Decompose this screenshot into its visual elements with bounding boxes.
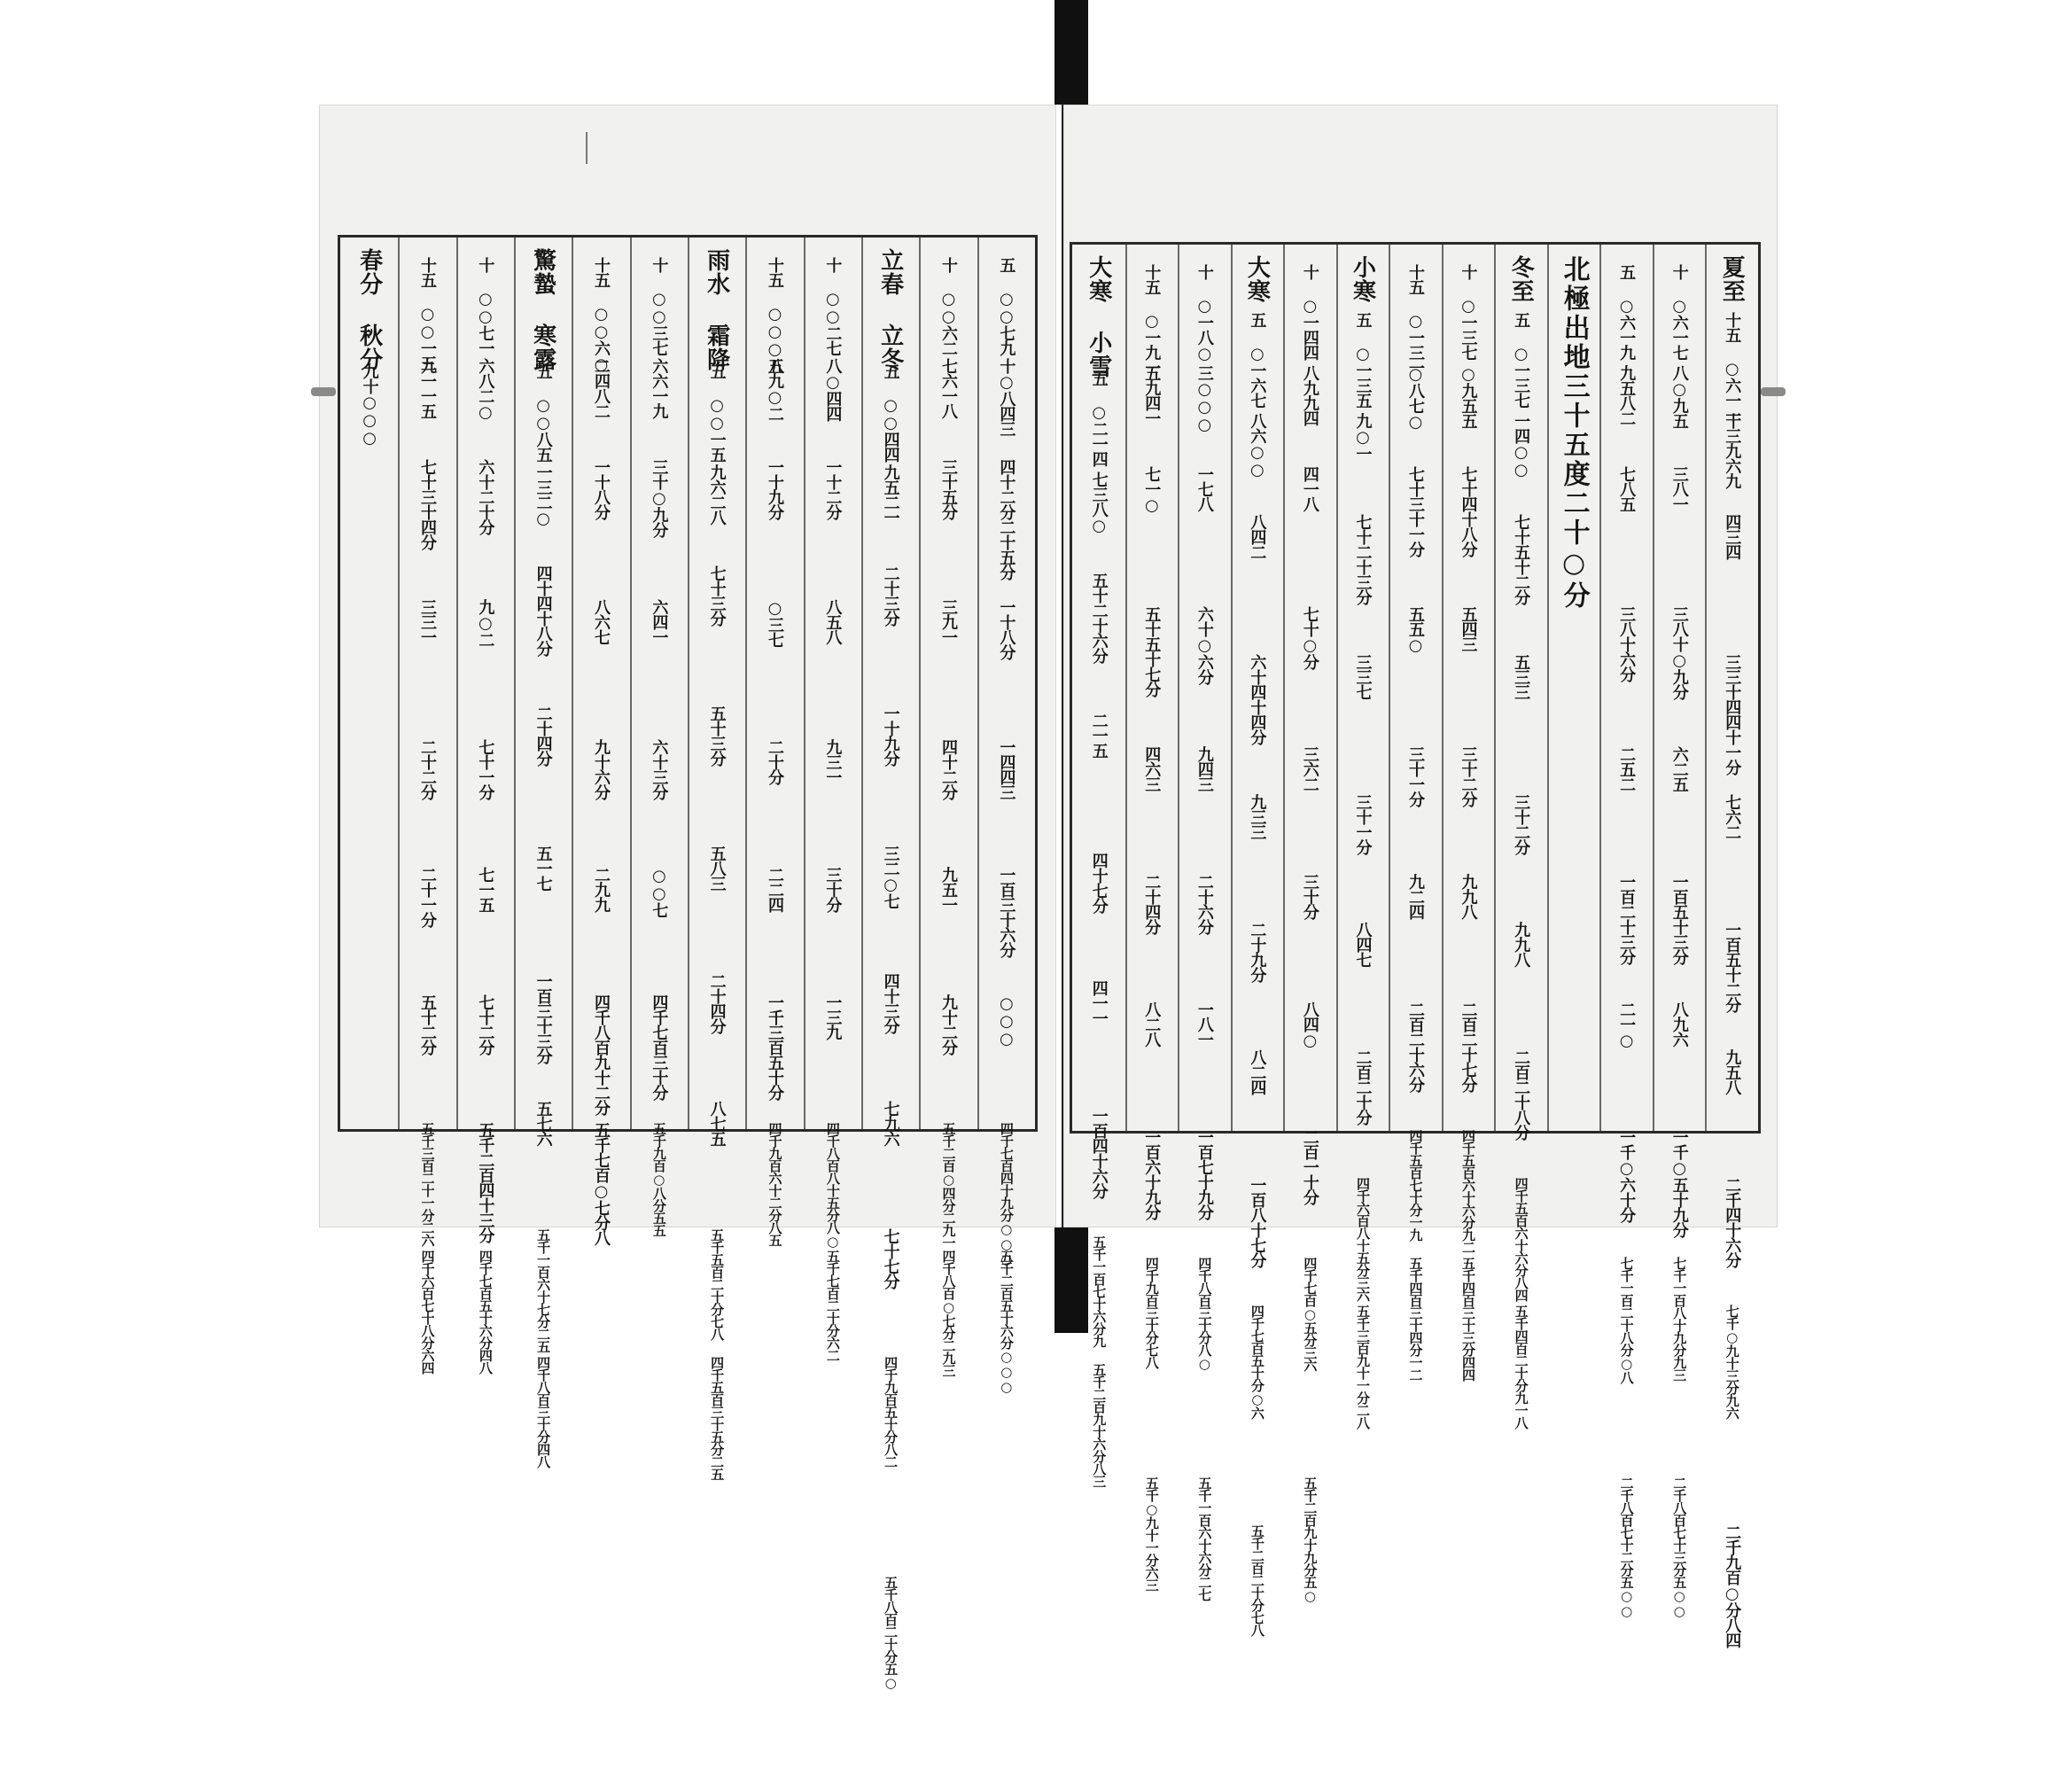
table-cell: 一百五十三分	[1669, 874, 1689, 964]
table-column	[1283, 255, 1336, 1603]
table-column	[1705, 255, 1758, 1648]
table-cell: 三六二	[1300, 746, 1319, 791]
table-column	[1231, 255, 1284, 1636]
table-cell: 五八三	[707, 845, 727, 891]
table-cell: 五 ○六一九	[1617, 264, 1637, 360]
solar-term-label: 小寒	[1349, 255, 1376, 303]
table-cell: 五十二分	[417, 994, 437, 1055]
table-cell: 二千四十六分	[1723, 1177, 1742, 1267]
table-cell: 二十二分	[417, 739, 437, 799]
table-cell: 八四二	[1248, 514, 1267, 559]
binding-bottom	[1054, 1227, 1088, 1333]
table-column	[572, 248, 629, 1245]
table-cell: 四千六百七十八分六四	[419, 1250, 436, 1374]
table-cell: 五千三百九十一分二八	[1354, 1305, 1371, 1429]
table-cell: 五千七百二十分六二	[824, 1250, 841, 1361]
table-cell: 四千五百六十六分九二	[1460, 1129, 1477, 1253]
table-column	[630, 248, 688, 1236]
table-cell: 三十一分	[1405, 746, 1425, 806]
binding-top	[1054, 0, 1088, 105]
table-cell: 五千四百三十三分四四	[1460, 1257, 1477, 1381]
table-cell: 四十四十八分	[533, 565, 553, 656]
table-cell: 八九○二	[765, 358, 784, 421]
table-cell: 二十分	[765, 739, 784, 784]
table-cell: 四十二分	[938, 739, 958, 799]
latitude-title: 北極出地三十五度二十○分	[1558, 255, 1590, 611]
table-cell: 五一七	[533, 845, 553, 891]
table-cell: 九十○○○	[360, 363, 379, 447]
table-cell: 七十五十二分	[1512, 514, 1531, 604]
table-cell: 一百三十三分	[533, 973, 553, 1064]
table-cell: 十 ○六一七	[1669, 264, 1689, 360]
table-column	[1494, 255, 1547, 1429]
table-cell: 七十七分	[881, 1228, 900, 1289]
table-cell: 四千七百三十分	[650, 994, 669, 1100]
table-cell: 五千二百○四分二九一	[940, 1122, 957, 1249]
table-cell: 五千四百三十四分一二	[1407, 1257, 1424, 1381]
table-cell: 七六一八	[938, 358, 958, 418]
table-cell: ○八七○	[1405, 365, 1425, 431]
table-cell: 一百五十二分	[1723, 922, 1742, 1012]
table-cell: 一十九分	[765, 459, 784, 519]
table-cell: 八六○○	[1248, 413, 1267, 479]
table-cell: 十五 ○一三一	[1405, 264, 1425, 375]
table-cell: 四十七分	[1089, 853, 1109, 913]
table-cell: 三八一	[1669, 466, 1689, 511]
table-cell: 七九六	[881, 1101, 900, 1146]
table-cell: 四三四	[1723, 514, 1742, 559]
table-cell: 二百一十分	[1300, 1129, 1319, 1204]
solar-term-label: 春分 秋分	[355, 248, 383, 371]
table-cell: 五 ○○一五	[707, 363, 727, 462]
table-cell: 五 ○○八五	[533, 363, 553, 462]
table-cell: 三二○七	[881, 845, 900, 908]
table-cell: 一三九	[823, 994, 843, 1040]
table-cell: 一百三十六分	[997, 867, 1016, 957]
table-cell: 一十九分	[881, 705, 900, 766]
table-cell: 七千○九十三分九六	[1724, 1305, 1740, 1419]
table-column	[1599, 255, 1653, 1618]
table-cell: 九三三	[1248, 794, 1267, 839]
table-cell: 四千五百七十分一九	[1407, 1129, 1424, 1241]
table-cell: 九十二分	[938, 994, 958, 1055]
table-cell: 九○一	[1353, 413, 1373, 461]
table-cell: 五千二百五十六分○○○	[998, 1250, 1015, 1394]
table-cell: 五千八百二十分五○	[883, 1576, 899, 1690]
table-cell: 四千六百八十五分三六	[1354, 1177, 1371, 1301]
table-cell: 一千三百五十分	[765, 994, 784, 1100]
latitude-title-column	[1547, 255, 1600, 1122]
table-cell: 五千一百六十六分二七	[1196, 1476, 1213, 1601]
table-cell: 四一一	[1089, 980, 1109, 1025]
table-cell: 五 ○一六七	[1248, 312, 1267, 408]
table-cell: 一百二十三分	[1617, 874, 1637, 964]
table-cell: 九十六分	[591, 739, 611, 799]
table-cell: 三十五分	[938, 459, 958, 519]
table-cell: 十五 ○六一一	[1723, 312, 1742, 423]
table-cell: 七十三十一分	[1405, 466, 1425, 557]
table-cell: 七十三十四分	[417, 459, 437, 549]
right-table-frame	[1070, 242, 1761, 1648]
table-cell: 四千八百○七分二九三	[940, 1250, 957, 1376]
solar-term-label: 夏至	[1718, 255, 1746, 303]
table-cell: 五千四百二十分九一八	[1513, 1305, 1529, 1429]
table-cell: 六十三分	[650, 739, 669, 799]
table-cell: 五 ○一三五	[1353, 312, 1373, 408]
table-cell: 三十分	[1300, 874, 1319, 919]
table-cell: 一十二分	[823, 459, 843, 519]
table-cell: 八五八	[823, 599, 843, 644]
table-cell: 一七八	[1195, 466, 1214, 511]
table-column	[688, 248, 745, 1480]
table-cell: 四千八百九十二分	[591, 994, 611, 1115]
table-column	[340, 248, 398, 1120]
table-cell: 五千一百七十六分九	[1091, 1235, 1108, 1347]
table-cell: 八二四	[1248, 1049, 1267, 1095]
table-cell: 二百二十七分	[1459, 1001, 1478, 1092]
table-cell: 七十四十八分	[1459, 466, 1478, 557]
table-cell: 六四一	[650, 599, 669, 644]
table-cell: 七十三分	[707, 565, 727, 626]
table-cell: 一十八分	[997, 599, 1016, 659]
table-cell: 二十一分	[417, 867, 437, 927]
table-cell: 一百八十七分	[1248, 1177, 1267, 1267]
table-column	[1389, 255, 1442, 1381]
table-cell: 五千○九十一分六三	[1143, 1476, 1160, 1591]
table-cell: 九三一	[823, 739, 843, 784]
table-cell: 七十一分	[476, 739, 495, 799]
table-cell: 一八一	[1195, 1001, 1214, 1047]
table-cell: 十三九六九	[1723, 413, 1742, 488]
table-cell: 十 ○一八○	[1195, 264, 1214, 362]
table-cell: 八四七	[1353, 922, 1373, 967]
table-cell: 五十五十七分	[1142, 606, 1162, 697]
table-cell: 十 ○○六二	[938, 257, 958, 355]
table-cell: 八七五	[707, 1101, 727, 1146]
table-cell: 二十三分	[881, 565, 900, 626]
table-cell: 四一八	[1300, 466, 1319, 511]
table-cell: 五千一百六十七分二五	[535, 1228, 552, 1352]
table-cell: 四十二分二十五分	[997, 459, 1016, 580]
table-cell: 二千九百○分八四	[1723, 1524, 1742, 1648]
table-cell: 三三一	[417, 599, 437, 644]
table-cell: 五三三	[1512, 654, 1531, 699]
table-column	[804, 248, 861, 1361]
table-cell: 十 ○○三七	[650, 257, 669, 355]
table-cell: 七十二十三分	[1353, 514, 1373, 604]
table-cell: 九九八	[1459, 874, 1478, 919]
table-cell: 四千八百三十分八○	[1196, 1257, 1213, 1371]
table-cell: 六八二○	[476, 358, 495, 421]
table-cell: 五千二百四十三分	[476, 1122, 495, 1243]
table-cell: 八○四四	[823, 358, 843, 421]
table-cell: 五 ○○七九	[997, 257, 1016, 355]
left-table-frame	[338, 235, 1038, 1690]
table-cell: 五七六	[533, 1101, 553, 1146]
solar-term-label: 立春 立冬	[876, 248, 904, 371]
table-cell: 一千○五十九分	[1669, 1129, 1689, 1237]
table-cell: 五千二百九十六分八三	[1091, 1363, 1108, 1487]
table-cell: 八○九五	[1669, 365, 1689, 428]
table-cell: 五四三	[1459, 606, 1478, 651]
table-cell: 二千八百七十三分五○○	[1671, 1476, 1688, 1618]
table-cell: 二十四分	[707, 973, 727, 1033]
table-cell: 一百六十九分	[1142, 1129, 1162, 1219]
table-cell: 十五 ○○○五	[765, 257, 784, 373]
table-cell: 九六二八	[707, 464, 727, 525]
table-column	[1178, 255, 1231, 1601]
table-cell: 六十二十分	[476, 459, 495, 534]
table-cell: 二百二十六分	[1405, 1001, 1425, 1092]
table-cell: 三八十六分	[1617, 606, 1637, 682]
table-cell: 十五 ○○六○	[591, 257, 611, 373]
right-page	[1063, 105, 1778, 1648]
table-cell: 二十四分	[533, 705, 553, 766]
table-cell: 三十分	[823, 867, 843, 912]
table-cell: 九五八二	[1617, 365, 1637, 425]
table-cell: 九二四	[1405, 874, 1425, 919]
table-cell: ○三七	[765, 599, 784, 647]
table-cell: 二百二十八分	[1512, 1049, 1531, 1140]
table-cell: 七八五	[1617, 466, 1637, 511]
table-cell: 四千八百八十五分八○	[824, 1122, 841, 1249]
table-cell: 十五 ○○一三	[417, 257, 437, 370]
table-cell: 八四○	[1300, 1001, 1319, 1049]
table-column	[745, 248, 803, 1246]
table-cell: 四千九百五十分八二	[883, 1356, 899, 1468]
table-cell: 三九一	[938, 599, 958, 644]
table-cell: 一千○六十分	[1617, 1129, 1637, 1222]
table-cell: 十 ○○七一	[476, 257, 495, 355]
table-cell: 一百七十九分	[1195, 1129, 1214, 1219]
table-cell: 四千八百三十分四八	[535, 1356, 552, 1468]
table-cell: 三○○○	[1195, 365, 1214, 433]
table-cell: 九○二	[476, 599, 495, 647]
table-cell: 四千七百五十六分四八	[477, 1250, 494, 1374]
table-column	[919, 248, 977, 1376]
table-cell: 二五二	[1617, 746, 1637, 791]
table-cell: 二四八二	[591, 358, 611, 418]
table-cell: 四千五百三十五分二五	[709, 1356, 726, 1480]
solar-term-label: 雨水 霜降	[703, 248, 730, 371]
table-column	[977, 248, 1035, 1394]
table-cell: 九九八	[1512, 922, 1531, 967]
table-cell: 二十六分	[1195, 874, 1214, 934]
table-column	[861, 248, 919, 1690]
clip-mark	[1761, 387, 1786, 396]
table-column	[1336, 255, 1389, 1429]
table-cell: 五 ○○四四	[881, 363, 900, 462]
table-cell: 五十二十六分	[1089, 573, 1109, 663]
table-cell: 七六二	[1723, 794, 1742, 839]
solar-term-label: 大寒	[1243, 255, 1271, 303]
table-column	[1072, 255, 1125, 1487]
table-cell: 三三七	[1353, 654, 1373, 699]
table-cell: 五十三分	[707, 705, 727, 766]
table-cell: 二九九	[591, 867, 611, 912]
table-cell: 二二四	[765, 867, 784, 912]
table-cell: 六六一九	[650, 358, 669, 418]
table-cell: 八九九四	[1300, 365, 1319, 425]
table-cell: 十 ○一三七	[1459, 264, 1478, 360]
clip-mark	[311, 387, 336, 396]
table-cell: 四千七百五十分○六	[1249, 1305, 1265, 1419]
table-cell: 八九六	[1669, 1001, 1689, 1047]
table-cell: 七一五	[476, 867, 495, 912]
table-cell: 四千七百○五分三六	[1302, 1257, 1319, 1371]
table-cell: 七十二分	[476, 994, 495, 1055]
table-cell: 三十○九分	[650, 459, 669, 537]
table-cell: 六二五	[1669, 746, 1689, 791]
table-cell: 一四四三	[997, 739, 1016, 799]
table-cell: 六十○六分	[1195, 606, 1214, 684]
table-cell: 四千九百三十分七八	[1143, 1257, 1160, 1368]
table-cell: 十 ○○二七	[823, 257, 843, 355]
table-cell: 一四○○	[1512, 413, 1531, 479]
solar-term-label: 冬至	[1507, 255, 1535, 303]
table-cell: 四千五百六十六分八四	[1513, 1177, 1529, 1301]
table-cell: 三十二分	[1459, 746, 1478, 806]
table-cell: 七千一百八十九分九三	[1671, 1257, 1688, 1381]
table-cell: 二一○	[1617, 1001, 1637, 1049]
table-cell: 七三八○	[1089, 471, 1109, 534]
table-column	[1125, 255, 1179, 1591]
table-cell: 二百二十分	[1353, 1049, 1373, 1125]
table-cell: 一十八分	[591, 459, 611, 519]
table-cell: 七千一百二十八分○八	[1618, 1257, 1635, 1383]
table-cell: 五 ○一三七	[1512, 312, 1531, 408]
table-cell: 八二八	[1142, 1001, 1162, 1047]
table-cell: 九五二一	[881, 464, 900, 525]
table-column	[398, 248, 455, 1374]
table-cell: 五千三百二十一分二六	[419, 1122, 436, 1246]
table-cell: 三三十四四十一分	[1723, 654, 1742, 775]
table-cell: 三十二分	[1512, 794, 1531, 854]
table-column	[456, 248, 514, 1374]
table-cell: 一百四十六分	[1089, 1108, 1109, 1198]
table-cell: 二十四分	[1142, 874, 1162, 934]
solar-term-label: 大寒 小雪	[1085, 255, 1112, 378]
table-cell: 四千九百六十二分八五	[767, 1122, 783, 1246]
solar-term-label: 驚蟄 寒露	[529, 248, 556, 371]
table-column	[1442, 255, 1495, 1381]
table-cell: 十○八四三	[997, 358, 1016, 436]
table-cell: 三十一分	[1353, 794, 1373, 854]
table-column	[1653, 255, 1706, 1618]
table-cell: 五千二百九十九分五○	[1302, 1476, 1319, 1603]
table-cell: 五五○	[1405, 606, 1425, 654]
table-cell: 四十三分	[881, 973, 900, 1033]
table-cell: 七十○分	[1300, 606, 1319, 669]
table-cell: 九五一	[938, 867, 958, 912]
table-cell: 五九四一	[1142, 365, 1162, 425]
table-cell: 二千八百七十二分五○○	[1618, 1476, 1635, 1618]
table-cell: 八六七	[591, 599, 611, 644]
table-cell: 四千七百四十九分○○○	[998, 1122, 1015, 1266]
table-cell: 五千二百二十分七八	[1249, 1524, 1265, 1636]
table-cell: 九一一五	[417, 358, 437, 418]
table-cell: 九五八	[1723, 1049, 1742, 1095]
table-cell: 十 ○一四四	[1300, 264, 1319, 360]
table-cell: 十五 ○一九一	[1142, 264, 1162, 375]
table-cell: 一三二○	[533, 464, 553, 527]
table-cell: 五 ○二一四	[1089, 370, 1109, 466]
table-cell: 六十四十四分	[1248, 654, 1267, 744]
table-column	[514, 248, 572, 1468]
table-cell: 九四三	[1195, 746, 1214, 791]
table-cell: ○九五五	[1459, 365, 1478, 428]
table-cell: ○○七	[650, 867, 669, 917]
table-cell: 二十九分	[1248, 922, 1267, 982]
table-cell: 二一五	[1089, 713, 1109, 758]
table-cell: ○○○	[997, 994, 1016, 1048]
table-cell: 七一○	[1142, 466, 1162, 514]
table-cell: 五千九百○八分五五	[650, 1122, 667, 1236]
table-cell: 四六三	[1142, 746, 1162, 791]
table-cell: 五千七百○七分八	[591, 1122, 611, 1245]
table-cell: 三八十○九分	[1669, 606, 1689, 699]
left-page	[319, 105, 1056, 1690]
table-cell: 五千五百二十分七八	[709, 1228, 726, 1340]
scan-mark	[586, 132, 588, 164]
